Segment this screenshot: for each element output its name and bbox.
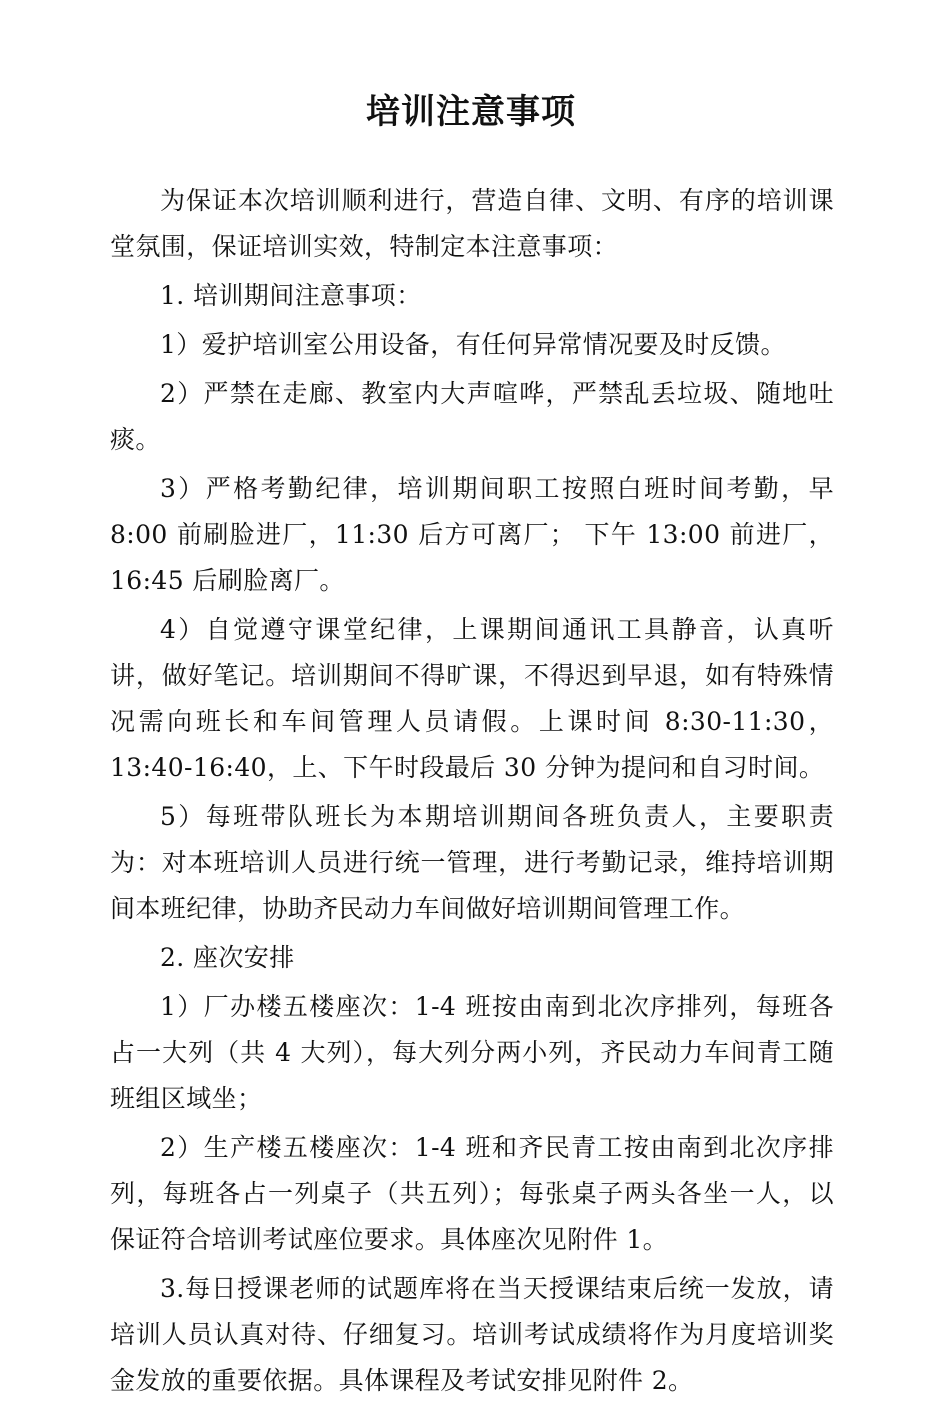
section-3-paragraph: 3.每日授课老师的试题库将在当天授课结束后统一发放，请培训人员认真对待、仔细复习。培训考试成绩将作为月度培训奖金发放的重要依据。具体课程及考试安排见附件 2。 [110, 1274, 834, 1395]
rule-1-2: 2）严禁在走廊、教室内大声喧哗，严禁乱丢垃圾、随地吐痰。 [110, 379, 834, 454]
rule-1-3: 3）严格考勤纪律，培训期间职工按照白班时间考勤，早 8:00 前刷脸进厂，11:30 后方可离厂； 下午 13:00 前进厂，16:45 后刷脸离厂。 [110, 474, 834, 595]
document-body [110, 178, 834, 1407]
seating-rule-1: 1）厂办楼五楼座次：1-4 班按由南到北次序排列，每班各占一大列（共 4 大列），每大列分两小列，齐民动力车间青工随班组区域坐； [110, 992, 834, 1113]
seating-rule-2: 2）生产楼五楼座次：1-4 班和齐民青工按由南到北次序排列，每班各占一列桌子（共五列）；每张桌子两头各坐一人，以保证符合培训考试座位要求。具体座次见附件 1。 [110, 1133, 834, 1254]
rule-1-4: 4）自觉遵守课堂纪律，上课期间通讯工具静音，认真听讲，做好笔记。培训期间不得旷课，不得迟到早退，如有特殊情况需向班长和车间管理人员请假。上课时间 8:30-11:30，13:40-16:40，上、下午时段最后 30 分钟为提问和自习时间。 [110, 615, 834, 782]
section-1-heading: 1. 培训期间注意事项： [160, 281, 422, 310]
section-2-heading: 2. 座次安排 [160, 943, 295, 972]
rule-1-1: 1）爱护培训室公用设备，有任何异常情况要及时反馈。 [160, 330, 786, 359]
intro-paragraph: 为保证本次培训顺利进行，营造自律、文明、有序的培训课堂氛围，保证培训实效，特制定本注意事项： [110, 186, 834, 261]
rule-1-5: 5）每班带队班长为本期培训期间各班负责人，主要职责为：对本班培训人员进行统一管理，进行考勤记录，维持培训期间本班纪律，协助齐民动力车间做好培训期间管理工作。 [110, 802, 834, 923]
document-title: 培训注意事项 [366, 92, 576, 132]
